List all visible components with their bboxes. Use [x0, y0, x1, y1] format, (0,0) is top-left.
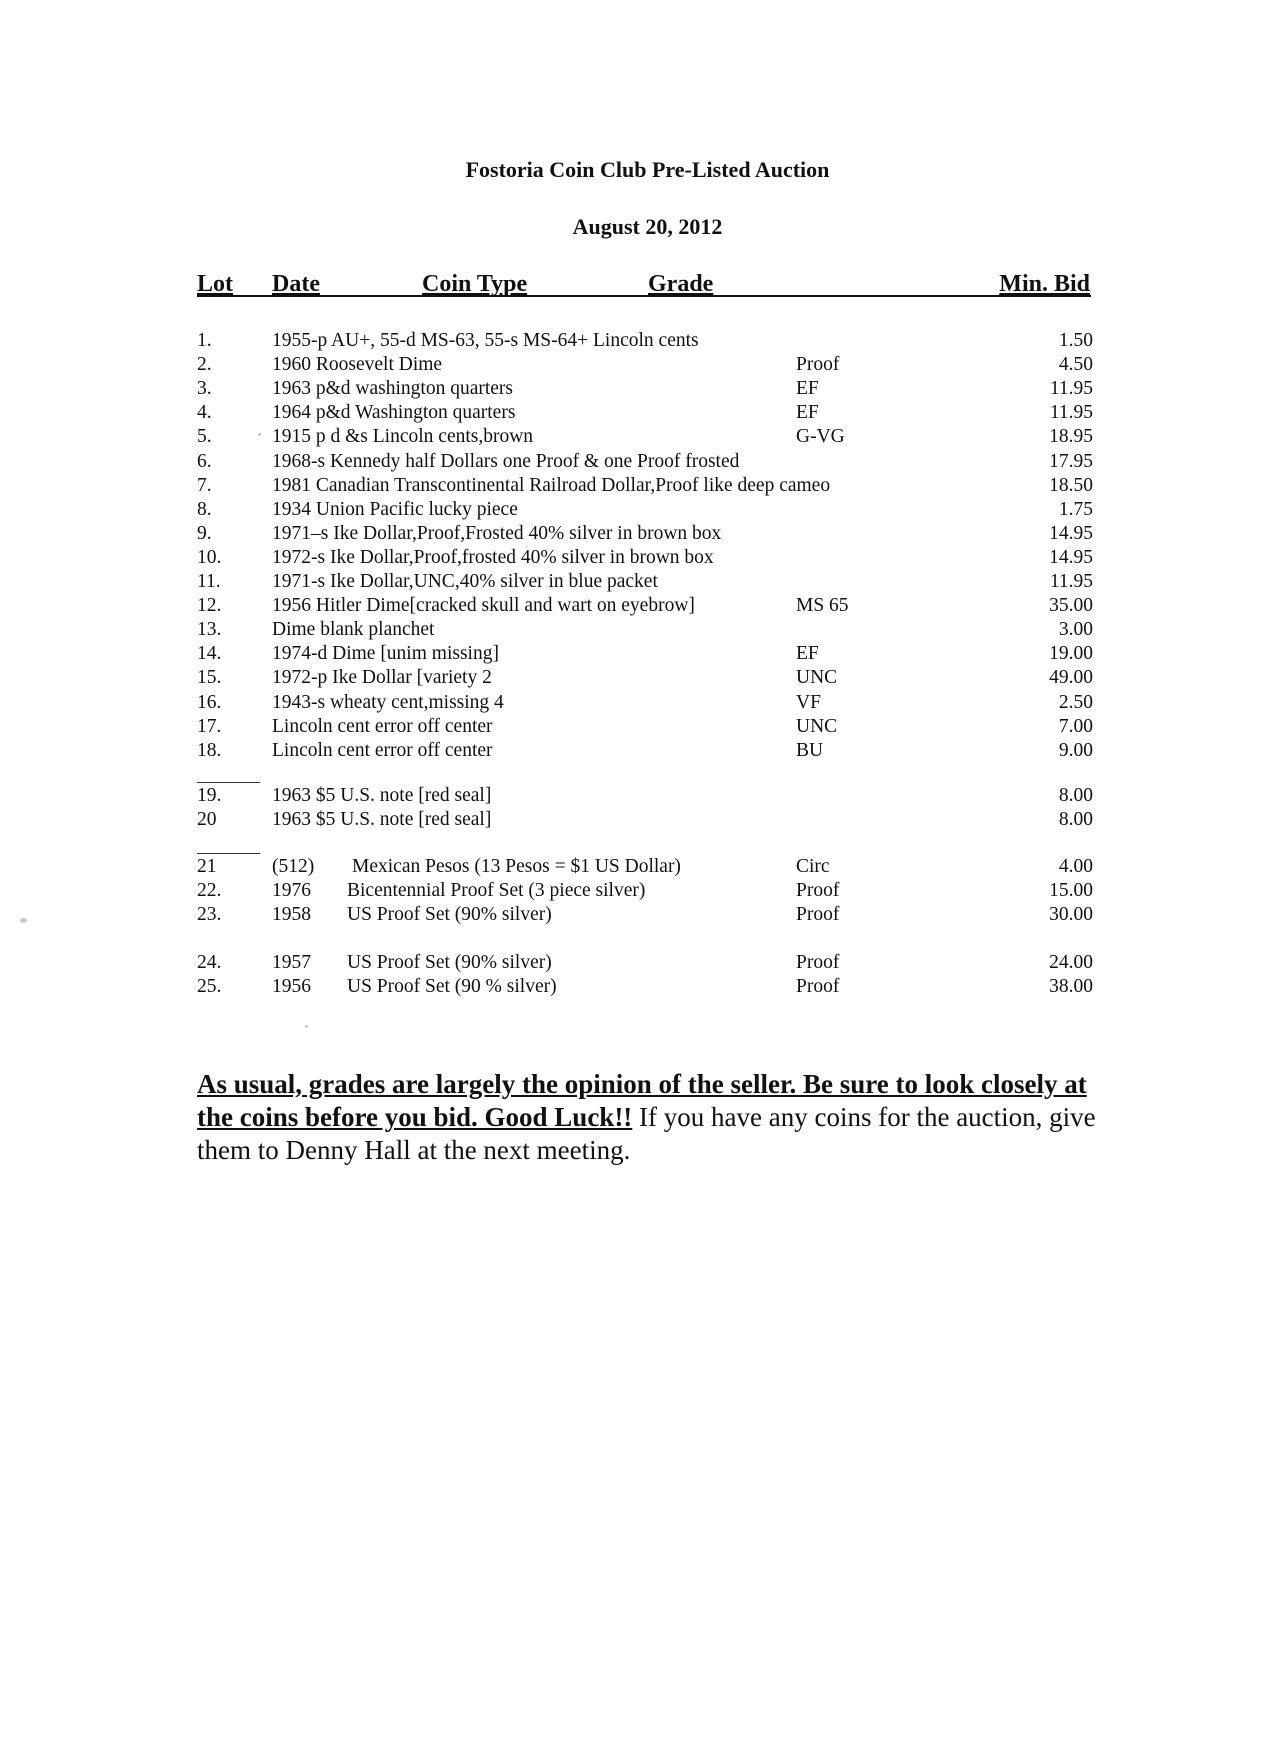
table-row	[0, 377, 1275, 401]
lot-grade: Proof	[796, 976, 840, 997]
lot-min-bid: 1.75	[1058, 498, 1093, 520]
lot-min-bid: 11.95	[1049, 571, 1093, 592]
table-row	[0, 642, 1275, 666]
lot-number: 15.	[197, 667, 222, 689]
lot-description: 1971-s Ike Dollar,UNC,40% silver in blue packet	[272, 571, 658, 592]
table-row	[0, 498, 1275, 522]
lot-description: 1972-p Ike Dollar [variety 2	[272, 667, 492, 689]
lot-min-bid: 17.95	[1049, 450, 1093, 472]
table-row	[0, 450, 1275, 474]
lot-description: 1981 Canadian Transcontinental Railroad Dollar,Proof like deep cameo	[272, 474, 831, 496]
lot-number: 8.	[197, 498, 212, 520]
lot-number: 11.	[197, 571, 221, 592]
header-coin-type: Coin Type	[422, 271, 528, 297]
lot-min-bid: 30.00	[1049, 904, 1093, 925]
table-row	[0, 522, 1275, 546]
lot-number: 6.	[197, 450, 212, 472]
lot-min-bid: 9.00	[1058, 739, 1093, 761]
lot-description: US Proof Set (90 % silver)	[347, 976, 557, 997]
lot-number: 20	[197, 809, 217, 831]
lot-grade: BU	[796, 739, 824, 761]
lot-min-bid: 8.00	[1058, 809, 1093, 831]
table-row	[0, 951, 1275, 975]
lot-description: 1971–s Ike Dollar,Proof,Frosted 40% silver in brown box	[272, 522, 722, 544]
section-separator	[197, 853, 260, 854]
lot-description: US Proof Set (90% silver)	[347, 904, 552, 925]
footer-note	[197, 1068, 1097, 1167]
lot-grade: MS 65	[796, 595, 849, 617]
lot-description: 1915 p d &s Lincoln cents,brown	[272, 426, 534, 448]
header-rule	[197, 295, 1091, 297]
footer-plain: If you have any coins for the auction, give them to Denny Hall at the next meeting.	[197, 1102, 1096, 1165]
header-grade: Grade	[648, 271, 714, 297]
lot-min-bid: 11.95	[1049, 402, 1093, 424]
table-row	[0, 666, 1275, 690]
lot-number: 14.	[197, 643, 222, 665]
lot-min-bid: 11.95	[1049, 378, 1093, 400]
lot-min-bid: 14.95	[1049, 522, 1093, 544]
auction-date: August 20, 2012	[572, 214, 723, 239]
lot-description: Lincoln cent error off center	[272, 715, 493, 737]
lot-min-bid: 15.00	[1049, 880, 1093, 901]
lot-number: 23.	[197, 904, 222, 925]
lot-min-bid: 4.50	[1058, 354, 1093, 376]
lot-number: 9.	[197, 522, 212, 544]
document-title: Fostoria Coin Club Pre-Listed Auction	[465, 157, 830, 182]
lot-number: 19.	[197, 785, 222, 806]
lot-min-bid: 18.50	[1049, 474, 1093, 496]
lot-min-bid: 38.00	[1049, 976, 1093, 997]
lot-description: 1963 p&d washington quarters	[272, 378, 514, 400]
table-row	[0, 546, 1275, 570]
lot-description: 1968-s Kennedy half Dollars one Proof & one Proof frosted	[272, 450, 740, 472]
header-date: Date	[272, 271, 320, 297]
lot-min-bid: 1.50	[1058, 330, 1093, 351]
lot-number: 10.	[197, 546, 222, 568]
lot-grade: Proof	[796, 880, 840, 901]
table-row	[0, 425, 1275, 449]
table-row	[0, 618, 1275, 642]
lot-min-bid: 14.95	[1049, 546, 1093, 568]
lot-min-bid: 8.00	[1058, 785, 1093, 806]
table-row	[0, 855, 1275, 879]
lot-grade: Proof	[796, 952, 840, 973]
lot-year: 1957	[272, 952, 311, 973]
table-row	[0, 474, 1275, 498]
lot-grade: Proof	[796, 354, 840, 376]
lot-min-bid: 24.00	[1049, 952, 1093, 973]
lot-year: 1958	[272, 904, 311, 925]
lot-min-bid: 35.00	[1049, 595, 1093, 617]
lot-description: Dime blank planchet	[272, 619, 435, 641]
lot-min-bid: 49.00	[1049, 667, 1093, 689]
table-row	[0, 975, 1275, 999]
lot-number: 13.	[197, 619, 222, 641]
lot-description: 1963 $5 U.S. note [red seal]	[272, 785, 492, 806]
table-row	[0, 570, 1275, 594]
lot-number: 17.	[197, 715, 222, 737]
table-row	[0, 353, 1275, 377]
lot-grade: Proof	[796, 904, 840, 925]
lot-grade: EF	[796, 378, 819, 400]
lot-number: 5.	[197, 426, 212, 448]
lot-number: 3.	[197, 378, 212, 400]
lot-description: 1943-s wheaty cent,missing 4	[272, 691, 504, 713]
table-row	[0, 691, 1275, 715]
table-row	[0, 401, 1275, 425]
lot-number: 7.	[197, 474, 212, 496]
lot-description: Lincoln cent error off center	[272, 739, 493, 761]
lot-number: 18.	[197, 739, 222, 761]
lot-description: Mexican Pesos (13 Pesos = $1 US Dollar)	[352, 856, 681, 877]
lot-description: 1934 Union Pacific lucky piece	[272, 498, 518, 520]
lot-description: 1956 Hitler Dime[cracked skull and wart on eyebrow]	[272, 595, 695, 617]
lot-min-bid: 2.50	[1058, 691, 1093, 713]
lot-number: 12.	[197, 595, 222, 617]
lot-min-bid: 18.95	[1049, 426, 1093, 448]
table-row	[0, 784, 1275, 808]
lot-number: 24.	[197, 952, 222, 973]
footer-emphasis: As usual, grades are largely the opinion of the seller. Be sure to look closely at the coins before you bid. Good Luck!!	[197, 1069, 1087, 1132]
lot-description: 1963 $5 U.S. note [red seal]	[272, 809, 492, 831]
lot-description: Bicentennial Proof Set (3 piece silver)	[347, 880, 646, 901]
scan-speck	[258, 433, 261, 436]
lot-description: 1960 Roosevelt Dime	[272, 354, 443, 376]
lot-number: 25.	[197, 976, 222, 997]
lot-min-bid: 7.00	[1058, 715, 1093, 737]
lot-grade: G-VG	[796, 426, 845, 448]
lot-number: 2.	[197, 354, 212, 376]
scan-speck	[20, 918, 27, 923]
table-row	[0, 879, 1275, 903]
lot-description: US Proof Set (90% silver)	[347, 952, 552, 973]
lot-grade: UNC	[796, 715, 838, 737]
lot-description: 1955-p AU+, 55-d MS-63, 55-s MS-64+ Lincoln cents	[272, 330, 699, 351]
table-row	[0, 903, 1275, 927]
lot-min-bid: 19.00	[1049, 643, 1093, 665]
lot-grade: EF	[796, 402, 819, 424]
table-row	[0, 739, 1275, 763]
lot-description: 1964 p&d Washington quarters	[272, 402, 516, 424]
lot-year: (512)	[272, 856, 315, 877]
lot-number: 1.	[197, 330, 212, 351]
lot-year: 1976	[272, 880, 311, 901]
header-lot: Lot	[197, 271, 233, 297]
table-row	[0, 808, 1275, 832]
lot-number: 22.	[197, 880, 222, 901]
lot-min-bid: 3.00	[1058, 619, 1093, 641]
lot-year: 1956	[272, 976, 311, 997]
lot-description: 1974-d Dime [unim missing]	[272, 643, 499, 665]
lot-description: 1972-s Ike Dollar,Proof,frosted 40% silver in brown box	[272, 546, 714, 568]
lot-number: 16.	[197, 691, 222, 713]
lot-grade: Circ	[796, 856, 830, 877]
lot-grade: VF	[796, 691, 821, 713]
lot-grade: EF	[796, 643, 819, 665]
table-row	[0, 715, 1275, 739]
table-row	[0, 594, 1275, 618]
table-row	[0, 329, 1275, 353]
scan-speck	[305, 1025, 308, 1028]
header-min-bid: Min. Bid	[999, 271, 1090, 297]
lot-grade: UNC	[796, 667, 838, 689]
section-separator	[197, 782, 260, 783]
lot-min-bid: 4.00	[1058, 856, 1093, 877]
lot-number: 21	[197, 856, 217, 877]
lot-number: 4.	[197, 402, 212, 424]
